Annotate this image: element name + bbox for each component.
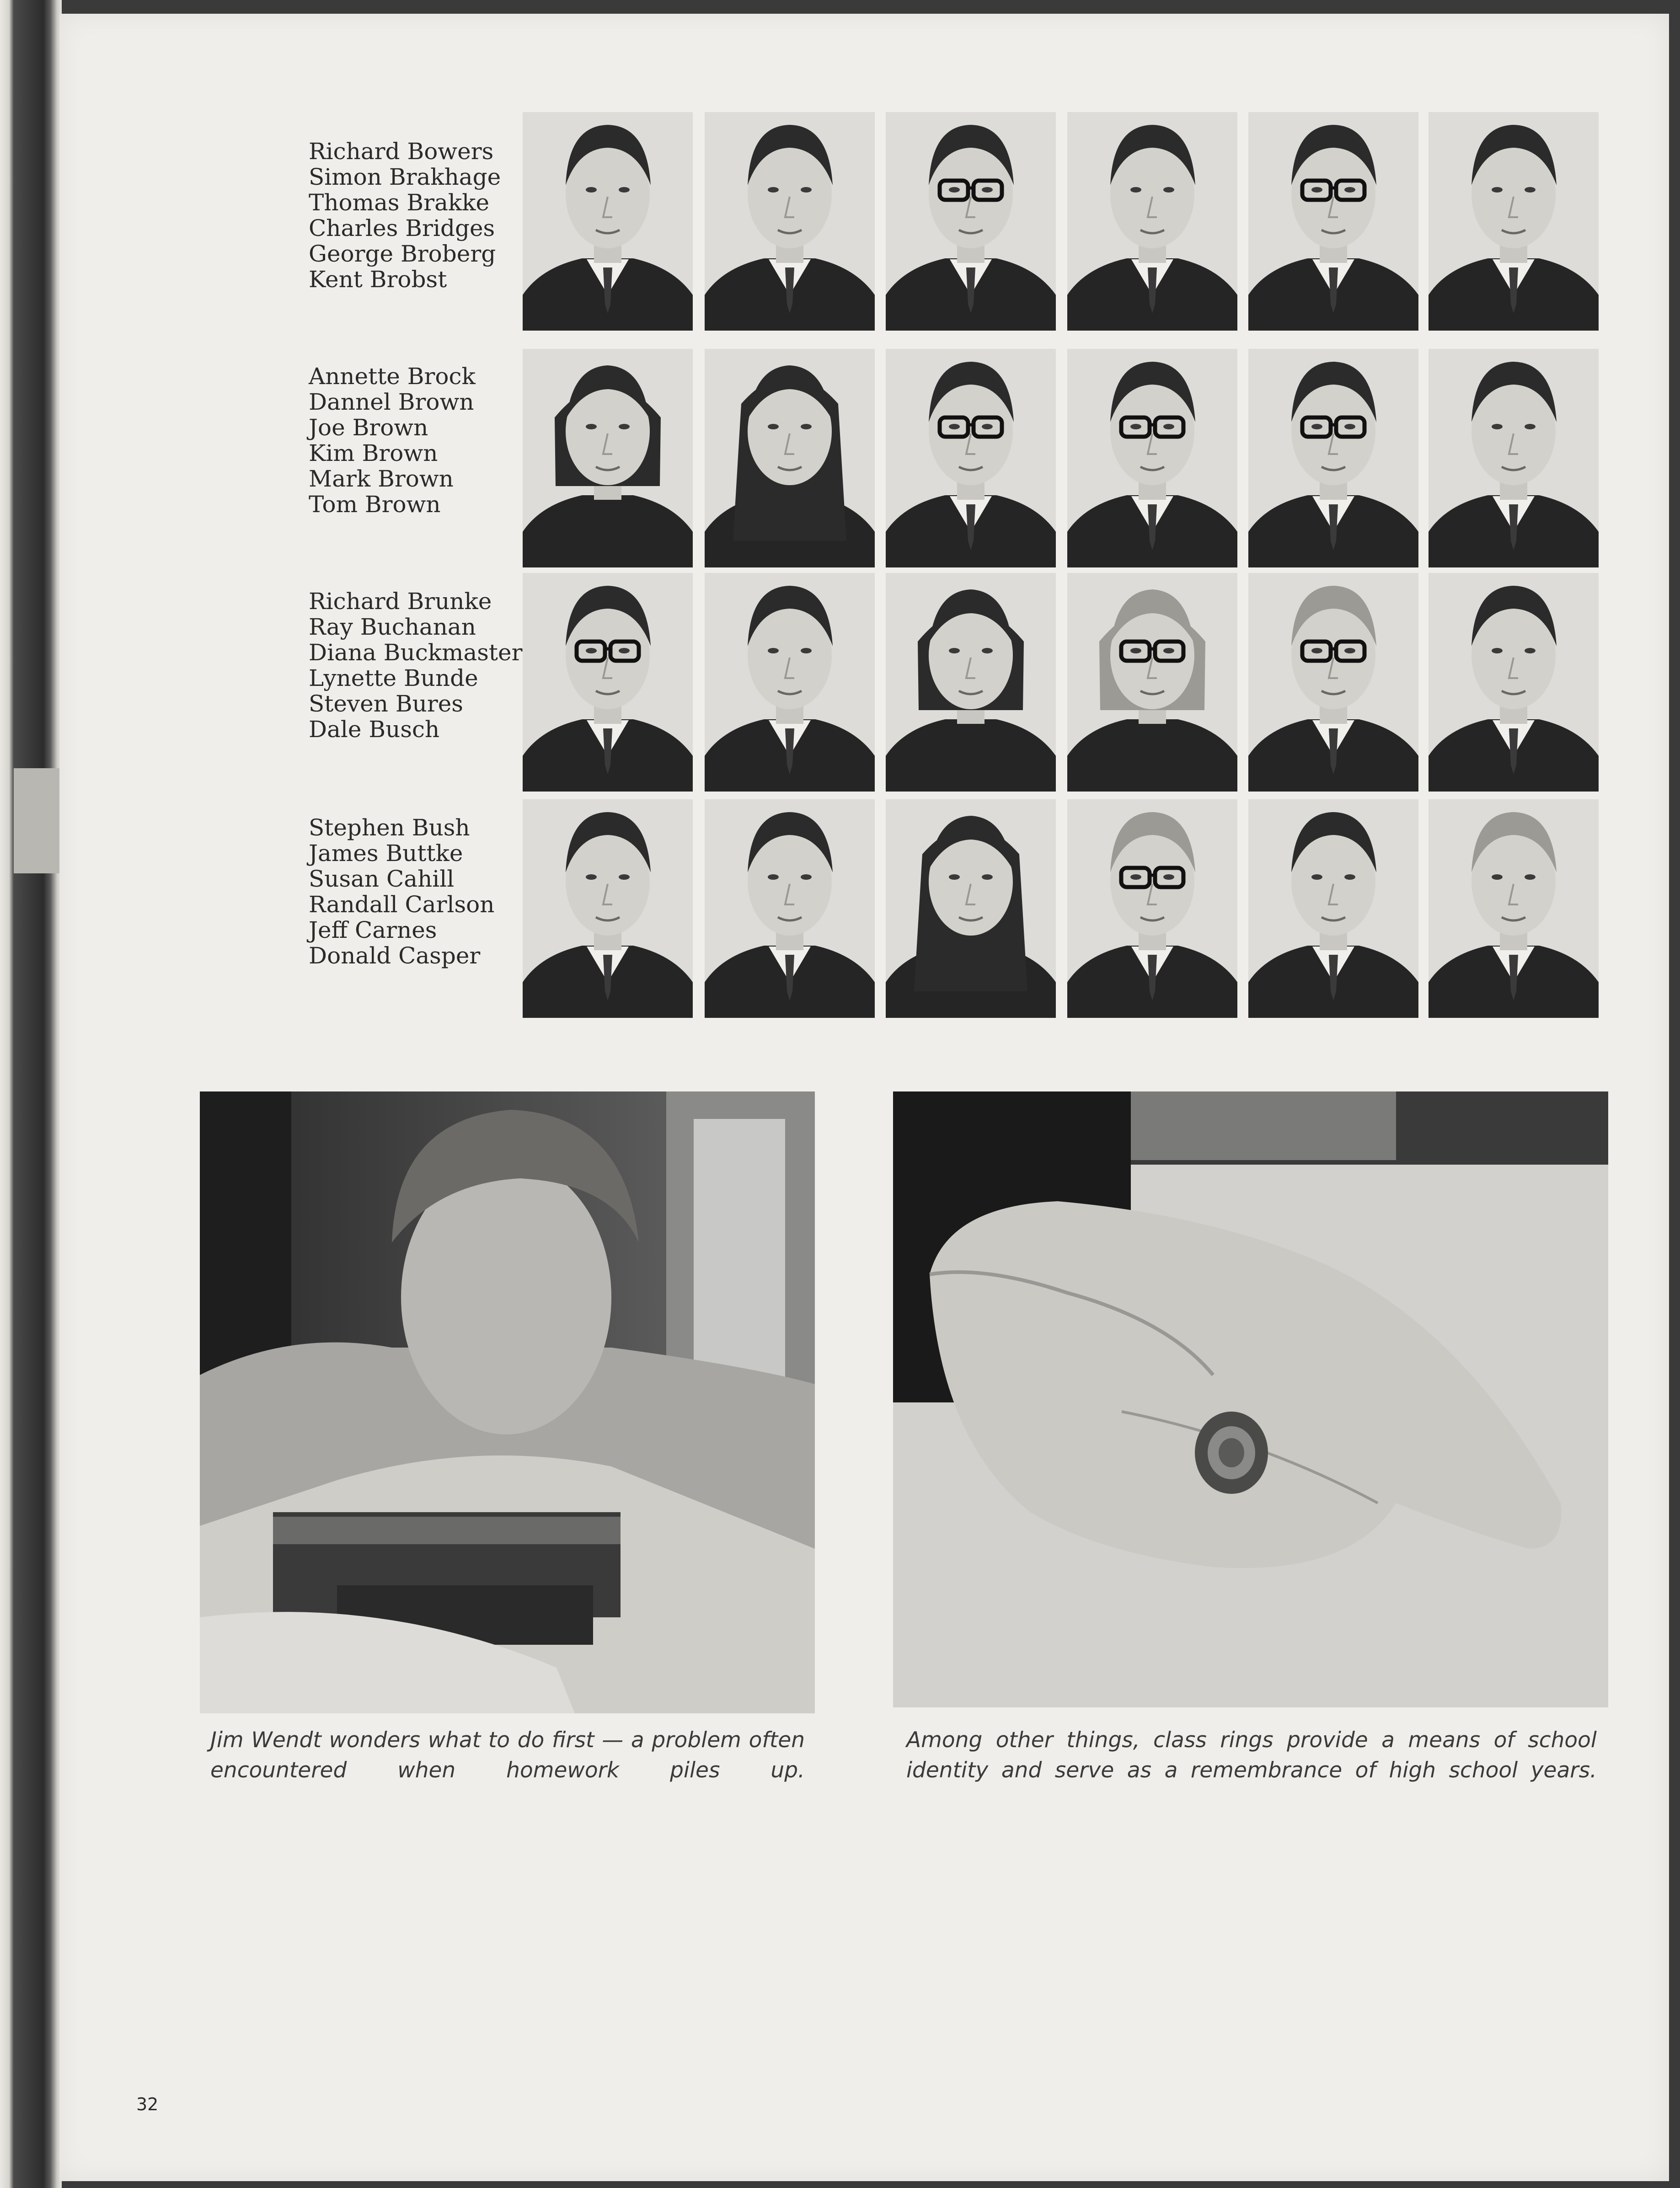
name-list-group-1	[309, 139, 501, 292]
caption-student-with-books: Jim Wendt wonders what to do first — a problem often encountered when homework piles up.	[210, 1728, 805, 1783]
student-portrait	[1067, 573, 1237, 792]
book-binding	[0, 0, 62, 2188]
name-list-item: Donald Casper	[309, 942, 481, 969]
name-list-item: Steven Bures	[309, 690, 463, 717]
name-list-item: Simon Brakhage	[309, 164, 501, 190]
yearbook-page	[59, 14, 1669, 2181]
student-portrait	[1248, 349, 1418, 567]
name-list-group-3	[309, 588, 523, 742]
photo-student-with-books	[200, 1091, 815, 1713]
student-portrait	[1429, 112, 1599, 331]
student-portrait	[1067, 799, 1237, 1018]
name-list-item: Lynette Bunde	[309, 665, 478, 691]
name-list-item: Diana Buckmaster	[309, 639, 523, 666]
name-list-item: Jeff Carnes	[309, 917, 437, 943]
name-list-item: Ray Buchanan	[309, 614, 476, 640]
name-list-item: Richard Bowers	[309, 138, 494, 165]
student-portrait	[705, 799, 875, 1018]
name-list-item: Dale Busch	[309, 716, 440, 743]
student-portrait	[523, 799, 693, 1018]
name-list-item: Charles Bridges	[309, 215, 495, 241]
name-list-item: Joe Brown	[309, 414, 428, 441]
name-list-group-4	[309, 815, 494, 968]
name-list-item: Randall Carlson	[309, 891, 495, 918]
student-portrait	[1248, 799, 1418, 1018]
name-list-item: Dannel Brown	[309, 389, 474, 415]
name-list-item: Kim Brown	[309, 440, 438, 466]
name-list-item: George Broberg	[309, 241, 496, 267]
student-portrait	[523, 349, 693, 567]
student-portrait	[705, 573, 875, 792]
student-portrait	[1248, 112, 1418, 331]
name-list-item: Kent Brobst	[309, 266, 447, 293]
name-list-item: Richard Brunke	[309, 588, 492, 615]
caption-class-ring: Among other things, class rings provide a means of school identity and serve as a remembrance of high school years.	[906, 1728, 1597, 1783]
name-list-item: James Buttke	[309, 840, 463, 867]
name-list-item: Stephen Bush	[309, 814, 470, 841]
name-list-item: Mark Brown	[309, 465, 454, 492]
student-portrait	[1429, 573, 1599, 792]
student-photo-image	[200, 1091, 815, 1713]
name-list-item: Susan Cahill	[309, 866, 455, 892]
student-portrait	[523, 573, 693, 792]
student-portrait	[1429, 349, 1599, 567]
student-portrait	[1067, 112, 1237, 331]
student-portrait	[1429, 799, 1599, 1018]
student-portrait	[886, 349, 1056, 567]
name-list-item: Tom Brown	[309, 491, 441, 518]
name-list-item: Thomas Brakke	[309, 189, 490, 216]
ring-photo-image	[893, 1091, 1608, 1707]
student-portrait	[886, 573, 1056, 792]
photo-hand-with-ring	[893, 1091, 1608, 1707]
student-portrait	[1248, 573, 1418, 792]
student-portrait	[886, 799, 1056, 1018]
name-list-group-2	[309, 364, 476, 517]
student-portrait	[886, 112, 1056, 331]
student-portrait	[705, 112, 875, 331]
page-number: 32	[136, 2094, 159, 2114]
student-portrait	[523, 112, 693, 331]
student-portrait	[1067, 349, 1237, 567]
student-portrait	[705, 349, 875, 567]
binding-notch	[14, 768, 59, 873]
name-list-item: Annette Brock	[309, 363, 476, 390]
